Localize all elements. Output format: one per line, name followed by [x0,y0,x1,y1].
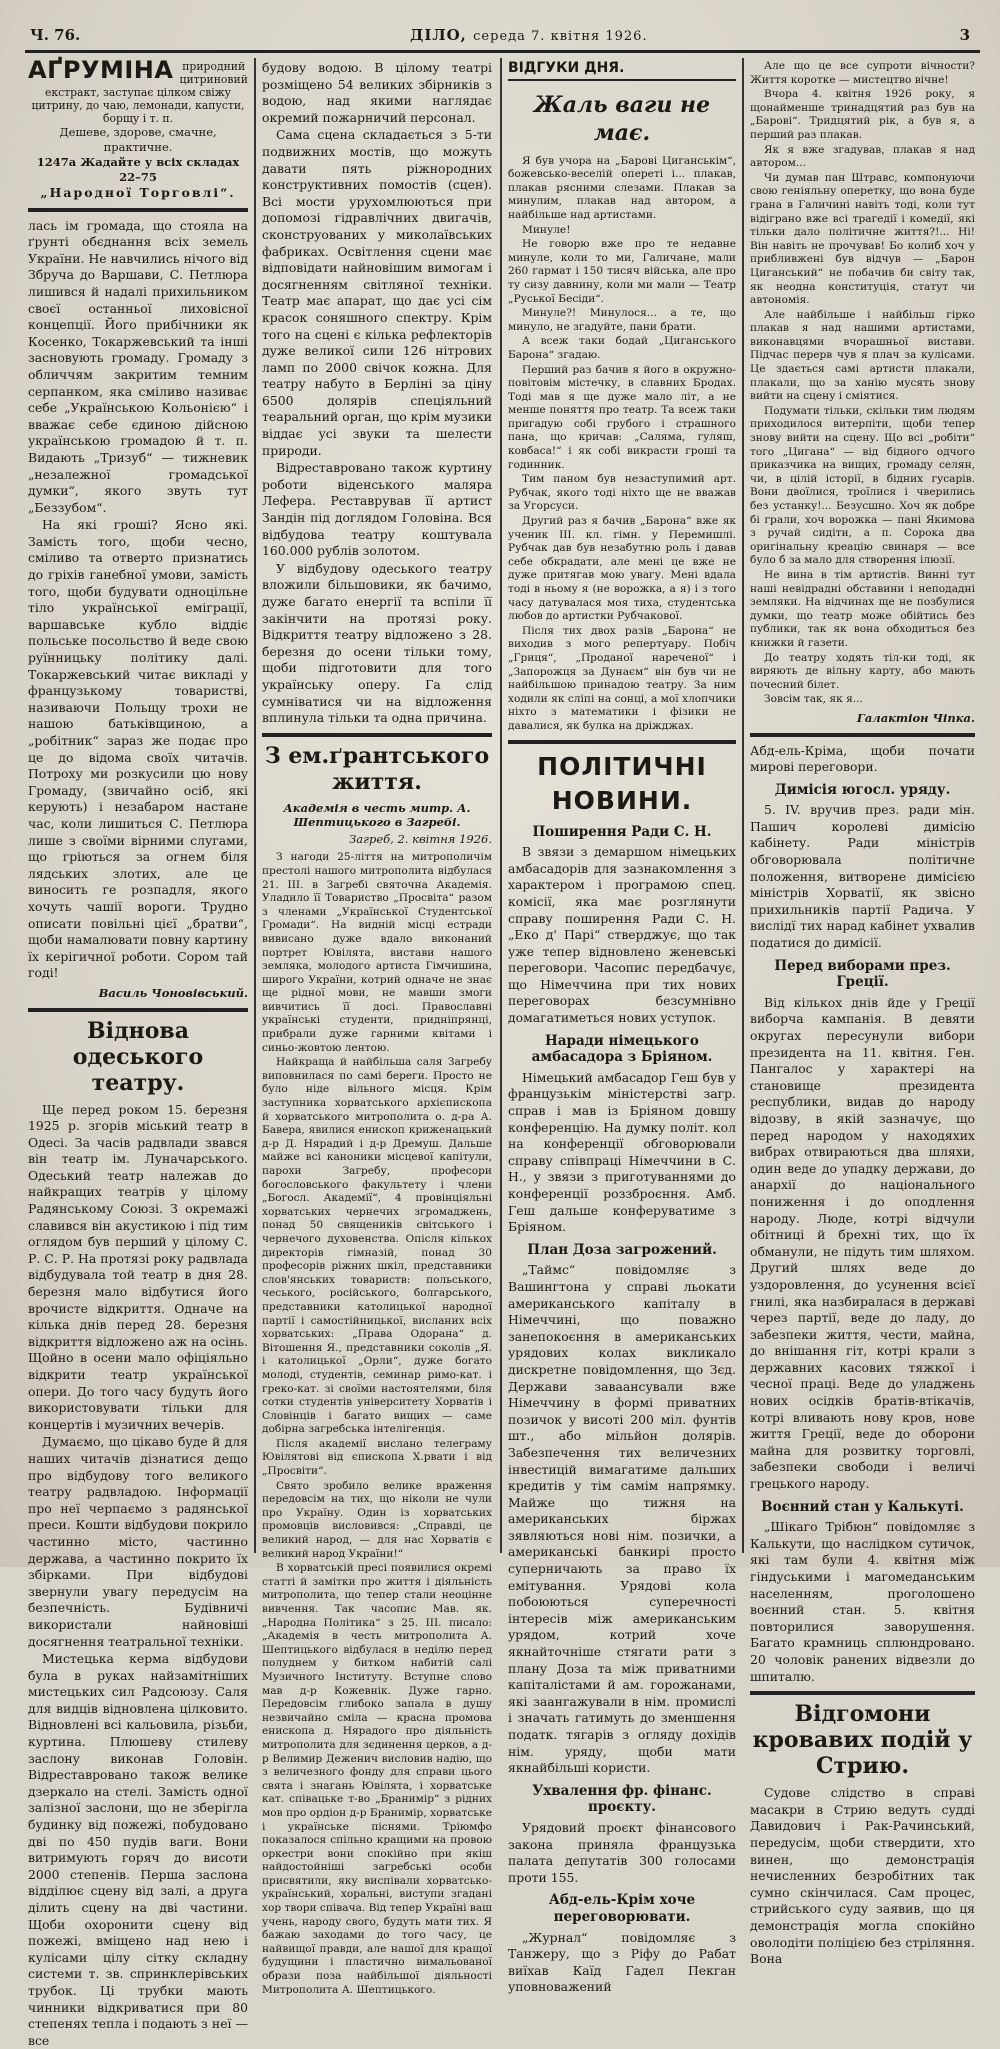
paragraph: будову водою. В цілому театрі розміщено 54 великих збірників з водою, над якими наглядає окремий пожарничий персонал. [262,60,492,125]
paragraph: Абд-ель-Кріма, щоби почати мирові переговори. [750,742,975,775]
paragraph: А всеж таки бодай „Циганського Барона“ згадаю. [508,335,736,361]
ad-slogan: Дешеве, здорове, смачне, практичне. [59,125,217,154]
paragraph: 5. IV. вручив през. ради мін. Пашич королеві димісію кабінету. Ради міністрів обговорювала політичне положення, витворене димісією міністрів Хорватії, як звісно прихильників партії Радича. У вислідї тих нарад кабінет ухвалив податися до димісії. [750,802,975,951]
article-subhead: Академія в честь митр. А. Шептицького в Загребі. [283,800,471,829]
section-rule [750,733,975,737]
page-number: 3 [959,26,970,44]
section-rule [262,733,492,737]
paragraph: Чи думав пан Штравс, компонуючи свою геніяльну оперетку, що вона буде грана в Галичині навіть тоді, коли тут відіграно вже всі трагедії і комедії, які тільки дало політичне життя?!... Ні! Він навіть не прочував! Бо колиб хоч у прибливжені був відчув — „Барон Циганський“ не побачив би світу так, як неодна конституція, статут чи автономія. [750,171,975,307]
section-rule [28,1008,248,1012]
column-1 [28,56,248,2048]
paragraph: Ще перед роком 15. березня 1925 р. згорів міський театр в Одесі. За часів радвлади звався він театр ім. Луначарського. Одеський театр належав до найкращих театрів у цілому Радянському Союзі. З окремажі славився він акустикою і під тим оглядом був перший у цілому С. Р. С. Р. На протязі року радвлада відбудувала той театр в дня 28. березня мало відбутися його врочисте відкриття. Одначе на кілька днів перед 28. березня відкриття відложено аж на осінь. Щойно в осени мало офіціяльно відкрити театр української опери. До того часу будуть його використовувати тільки для концертів і музичних вечерів. [28,1101,248,1432]
column-divider [500,58,502,1553]
ad-text: природний цитриновий екстракт, заступає цілком свіжу цитрину, до чаю, лемонади, капусти, борщу і т. п. [31,60,248,125]
signature: Галактіон Чіпка. [856,710,975,725]
column-divider [254,58,256,1553]
section-rule [28,208,248,212]
paragraph: „Шікаго Трібюн“ повідомляє з Калькути, що наслідком сутичок, які там були 4. квітня між гіндуськими і магомеданським населенням, проголошено воєнний стан. 5. квітня повторилися заворушення. Багато крамниць сплюндровано. 20 чоловік ранених відвезли до шпиталю. [750,1519,975,1684]
paragraph: Минуле! [522,223,571,236]
paragraph: Зовсім так, як я... [764,693,863,706]
ad-brand: АҐРУМІНА [28,56,174,84]
paragraph: Вчора 4. квітня 1926 року, я щонайменше тринадцятий раз був на „Барові“. Тридцятий рік, а був я, а перший раз плакав. [750,88,975,141]
paragraph: Перший раз бачив я його в окружно-повітовім містечку, в славних Бродах. Тоді мав я ще дуже мало літ, а не менше поняття про театр. Та всеж таки пригадую собі грубого і страшного пана, що кричав: „Саляма, гуляш, ковбаса!“ і як собі викрасти гроші та годинник. [508,363,736,471]
issue-number: Ч. 76. [30,26,81,44]
news-heading: Поширення Ради С. Н. [532,823,712,840]
paragraph: „Таймс“ повідомляє з Вашингтона у справі льокати американського капіталу в Німеччині, що поважно занепокоєння в американських урядових колах викликало дискретне повідомлення, що Зєд. Держави заваансували вже Німеччину в формі приватних позичок у висоті 200 міл. фунтів шт., або мільйон долярів. Забезпечення тих величезних інвестицій вимагатиме дальших кредитів у тім самім напрямку. Майже що тижня на американських біржах зявляються нові нім. позички, а американські банкирі просто суперничають за право їх емітування. Урядові кола побоюються суперечності інтересів між американським урядом, котрий хоче якнайточніше стягати рати з плану Доза та між приватними капіталістами й ам. горожанами, які заангажували в нім. промислі і значать гатимуть до зменшення податк. тягарів з огляду дохідів нім. уряду, щоби мати якнайбільші користи. [508,1262,736,1776]
paragraph: В хорватській пресі появилися окремі статті й замітки про життя і діяльність митрополита, що тепер стали неоцінне вивчення. Так часопис Мав. як. „Народна Політика“ з 25. III. писало: „Академія в честь митрополита А. Шептицького відбулася в неділю перед полуднем у битком набитій салі Музичного Інституту. Вступне слово мав д-р Кожевнік. Дуже гарно. Передовсім глибоко запала в душу незвичайно сміла — красна промова енископа д. Нярадого про діяльність митрополита для зєдинення церков, а д-р Велимир Деженич висловив надію, що з величезного фонду для справи цього свята і знагань Ювілята, і хорватське кат. співацьке т-во „Бранимір“ з рідних мов про ордіон д-р Бранимір, хорватське і українське піснями. Тріюмфо показалося спільно кращими на провою оркестри вони спокійно при якіш найдостойніші загребські особи присвятили, яку виспівали хорватсько-український, хоральні, виступи згадані хор твори співача. Від тепер Україні ваш учень, народу свого, будуть мати тих. Я бажаю заходами до того часу, це найвищої правди, але нашої для кращої будущини і пластично вимальованої образи поза найбільшої діяльності Митрополита А. Шептицького. [262,1562,493,1996]
paragraph: Тим паном був незаступимий арт. Рубчак, якого тоді ніхто ще не вважав за Угорсуси. [508,473,736,513]
paragraph: „Журнал“ повідомляє з Танжеру, що з Ріфу до Рабат виїхав Каїд Гадел Пекган уповноважений [508,1929,736,1995]
paragraph: Другий раз я бачив „Барона“ вже як ученик III. кл. гімн. у Перемишлі. Рубчак дав був незабутню роль і давав себе обкрадати, але мені це вже не дуже притягав мою увагу. Мені вдала тоді в ньому я (не ворожка, а я) і з того часу датувалася моя тиха, студентська любов до артистки Рубчакової. [508,515,736,623]
ad-order: 1247а Жадайте у всіх складах 22–75 [36,155,240,184]
paragraph: Відреставровано також куртину роботи віденського маляра Лефера. Реставрував її артист Зандін під доглядом Головіна. Вся відбудова театру коштувала 160.000 рублів золотом. [262,460,492,559]
paragraph: Як я вже згадував, плакав я над автором... [750,143,975,170]
paragraph: До театру ходять тіл-ки тоді, як виряють де вільну карту, або мають почесний білет. [750,651,975,691]
paragraph: Після тих двох разів „Барона“ не виходив з мого репертуару. Побіч „Гриця“, „Проданої нареченої“ і „Запорожця за Дунаєм“ він був чи не найбільшою принадою театру. За ним ходили як сліпі на сонці, а мої хлопчики ніхто з математики і фізики не давалися, як булка на дріжджах. [508,624,736,732]
paragraph: В звязи з демаршом німецьких амбасадорів для зазнакомлення з характером і програмою спец. комісії, яка має розглянути справу поширення Ради С. Н. „Еко д' Парі“ стверджує, що так уже тепер відновлено женевські переговори. Часопис передбачує, що Німеччина при тих нових переговорах безсумнівно домагатиметься нових уступок. [508,844,736,1026]
paragraph: У відбудову одеського театру вложили більшовики, як бачимо, дуже багато енергії та вспіли її закінчити на протязі року. Відкриття театру відложено з 28. березня до осени тільки тому, щоби підготовити для того українську оперу. Га слід сумніватися чи на відложення вплинула тільки та одна причина. [262,560,492,726]
column-divider [742,58,744,1553]
paragraph: Свято зробило велике враження передовсім на тих, що ніколи не чули про Україну. Один із хорватських промовців висловився: „Справді, це великий народ, — для нас Хорватів є великий народ України!“ [262,1479,492,1560]
column-4 [750,60,975,1967]
article-headline: Відгомони кровавих подій у Стрию. [752,1701,973,1780]
agrumina-ad [28,56,248,202]
paragraph: Я був учора на „Барові Циганськім“, божевсько-веселій опереті і... плакав, плакав рясними слезами. Плакав за минулим, плакав над автором, а найбільше над артистами. [508,154,736,221]
paragraph: З нагоди 25-ліття на митрополичім престолі нашого митрополита відбулася 21. III. в Загребі святочна Академія. Уладило її Товариство „Просвіта“ разом з членами „Української Студентської Громади“. На видній місці естради вивисано дуже вдало виконаний портрет Ювілята, вистави нашого земляка, молодого артиста Гімчишина, широго України, котрий одначе не знає ще рідної мови, не мавши змоги вивчитись її досі. Православні українські студенти, придніпрянці, прибрали дуже гарними квітами і синьо-жовтою лентою. [262,851,492,1054]
article-headline: Віднова одеського театру. [72,1017,204,1096]
column-2 [262,60,493,1996]
section-heading: ВІДГУКИ ДНЯ. [508,60,736,81]
issue-date: середа 7. квітня 1926. [473,29,648,44]
paragraph: Після академії вислано телеграму Ювілятові від єпископа Х.рвати і від „Просвіти“. [262,1437,492,1478]
masthead-rule [25,50,980,53]
paragraph: Від кількох днів йде у Греції виборча кампанія. В девяти округах пересунули вибори президента на 11. квітня. Ген. Пангалос у характері на становище президента республики, видав до народу відозву, в якій зазначує, що перед народом у находяхих вибрах отвираються два шляхи, один веде до упадку держави, до анархії до національного пониження і до оподлення народу. Люде, котрі відчули обітниці й брехні тих, що їх обманули, не підуть тим шляхом. Другий шлях веде до уздоровлення, до усунення всієї гнилі, яка назбиралася в державі через партії, веде до ладу, до забезпеки життя, чести, майна, до внішання гіт, котрі крали з державних касових тяжкої і чесної праці. Веде до уладжень нових осідків братів-втікачів, котрі вливають нову кров, нове життя Греції, веде до оборони майна для розвитку торговлі, забезпеки свободи і величі грецького народу. [750,994,975,1492]
news-heading: Перед виборами през. Греції. [774,957,951,991]
news-heading: Ухвалення фр. фінанс. проєкту. [532,1782,712,1816]
paragraph: Мистецька керма відбудови була в руках найзамітніших мистецьких сил Радсоюзу. Саля для видців відновлена цілковито. Відновлені всі кальовила, різьби, куртина. Плюшеву стилеву заслону виконав Головін. Відреставровано також велике дзеркало на стелі. Замість одної залізної заслони, що не зберігла будинку від пожежі, побудовано дві по 450 пудів ваги. Вони витримують горяч до висоти 2000 степенів. Перша заслона відділює сцену від залі, а друга ділить сцену на дві частини. Щоби охоронити сцену від пожежі, вміщено над нею і кулісами цілу сітку складну системи т. зв. спринклерівських трубок. Ці трубки мають чинники відкриватися при 80 степенях тепла і подають з неї — все [28,1651,248,2048]
news-heading: План Доза загрожений. [527,1241,717,1258]
news-heading: Димісія югосл. уряду. [774,781,951,798]
dateline: Загреб, 2. квітня 1926. [349,831,492,846]
paragraph: Не вина в тім артистів. Винні тут наші невідрадні обставини і неподадні земляки. На відчинах ще не позбулися думки, що театр може обійтись без публики, так як вона обходиться без книжки й газети. [750,568,975,649]
column-3 [508,60,736,1995]
section-rule [508,740,736,744]
signature: Василь Чоновівський. [98,985,248,1000]
paragraph: Але найбільше і найбільш гірко плакав я над нашими артистами, виконавцями вчорашньої вистави. Підчас перерв чув я плач за кулісами. Це здається самі артисти плакали, плакали, що за ханію мусять знову вийти на сцену і сміятися. [750,308,975,403]
news-heading: Наради німецького амбасадора з Бріяном. [531,1032,713,1066]
paragraph: Минуле?! Минулося... а те, що минуло, не згадуйте, пани брати. [508,307,736,333]
paragraph: Урядовий проєкт фінансового закона приняла французька палата депутатів 300 голосами проти 155. [508,1819,736,1885]
section-rule [750,1691,975,1695]
paragraph: Найкраща й найбільша саля Загребу виповнилася по самі береги. Просто не було ніде вільного місця. Крім заступника хорватського архієпископа й хорватського митрополита о. д-ра А. Бавера, явилися енископ криженацький д-р Д. Нярадий і д-р Дремуш. Дальше майже всі каноники місцевої капітули, парохи Загребу, професори богословського факультету і члени „Богосл. Академії“, 4 провінціяльні хорватських чернечих згромаджень, понад 50 священиків світського і чернечого духовенства. Опісля кількох директорів гімназій, понад 30 професорів ріжних шкіл, представники слов'янських товариств: польського, чеського, російського, болгарського, представники католицької народної партії і самостійницької, висланих всіх хорватських: „Права Одорана“ д. Вітошення Я., представники соколів „Я. і католицької „Орли“, дуже богато молоді, студентів, семинар римо-кат. і греко-кат. зі своїми настоятелями, біля сотки студентів університету Хорватів і Словінців і багато вищих — саме добірна загребська інтелігенція. [262,1056,492,1436]
paragraph: Німецький амбасадор Геш був у французькім міністерстві загр. справ і мав із Бріяном довшу конференцію. На думку політ. кол на конференції обговорювали справу співпраці Німеччини в С. Н., у звязи з приготуваннями до конференції роззброєння. Амб. Геш дальше конферуватиме з Бріяном. [508,1069,736,1235]
news-heading: Абд-ель-Крім хоче переговорювати. [548,1892,696,1925]
paragraph: Подумати тільки, скільки тим людям приходилося витерпіти, щоби тепер знову вийти на сцену. Що всі „робіти“ того „Цигана“ — від бідного одчого приказчика на вищих, громаду селян, чи, в цілій історії, в бідних гусарів. Вони двоїлися, троїлися і чверились без устанку!... Безусшно. Хоч як добре бі грали, хоч ворожка — пані Якимова з ручай сидіти, а п. Сорока два оригінальну креацію свинаря — все було б за мало для створення ілюзії. [750,404,975,567]
paragraph: лась ім громада, що стояла на ґрунті обєднання всіх земель України. Не навчились нічого від Збруча до Варшави, С. Петлюра лишився й надалі прихильником своєї останньої лиховісної концепції. Його прибічники як Косенко, Токаржевський та інші засновують громаду. Громаду з обличчям закритим темним серпанком, яка сміливо називає себе „Українською Кольонією“ і вважає себе єдиною дійсною українською громадою й т. п. Видають „Тризуб“ — тижневик „незалежної громадської думки“, якого звуть тут „Беззубом“. [28,217,248,515]
paragraph: Не говорю вже про те недавне минуле, коли то ми, Галичане, мали 260 гармат і 150 тисяч війська, але про ту сизу давнину, коли ми мали — Театр „Руської Бесіди“. [508,238,736,305]
article-headline: Жаль ваги не має. [533,91,711,146]
paragraph: Судове слідство в справі масакри в Стрию ведуть судді Давидович і Рак-Рачинський, передусім, щоби ствердити, хто винен, що демонстрація нечисленних безробітних так сумно скінчилася. Сам процес, стрийського суду заявив, що ця демонстрація могла спокійно оволодіти поліцією без стріляння. Вона [750,1785,975,1967]
paragraph: На які гроші? Ясно які. Замість того, щоби чесно, сміливо та отверто признатись до гріхів ганебної умови, замість того, щоби будувати одноцільне тіло української еміграції, варшавське кубло віддіє польське посольство й веде свою руїнницьку політику далі. Токаржевський читає викладі у французькому товаристві, називаючи Польщу трохи не нашою батьківщиною, а „робітник“ зараз же подає про це до відома своїх читачів. Потроху ми розкусили цю нову Громаду, (звичайно осіб, які керують) і незабаром настане час, коли лишиться С. Петлюра лише з своїми вірними слугами, що гріються за огнем біля лядських злотих, але це виносить ге розпадля, якого хочуть чашії вороги. Трудно описати повільні цієї „братви“, щоби намалювати повну картину їх керігичної роботи. Сором тай годі! [28,517,248,981]
masthead [30,26,975,48]
ad-store: „Народної Торговлі“. [40,185,236,200]
news-heading: Воєнний стан у Калькуті. [761,1498,964,1515]
section-banner: ПОЛІТИЧНІ НОВИНИ. [537,751,707,815]
paragraph: Думаємо, що цікаво буде й для наших читачів дізнатися дещо про відбудову того великого театру радвладою. Інформації про неї черпаємо з радянської преси. Кошти відбудови покрило частинно місто, частинно держава, а частинно покрито їх збірками. При відбудові звернули увагу передусім на безпечність. Будівничі використали найновіші досягнення театральної техніки. [28,1434,248,1649]
newspaper-title: ДІЛО, середа 7. квітня 1926. [410,26,648,44]
article-headline: З ем.ґрантського життя. [264,742,490,795]
paragraph: Але що це все супроти вічности? Життя коротке — мистецтво вічне! [750,60,975,86]
paragraph: Сама сцена складається з 5-ти подвижних мостів, що можуть давати пять ріжнородних конструктивних помостів (сцен). Всі мости урухомлюються при допомозі гідравлічних двигачів, сконструованих у миколаївських фабриках. Освітлення сцени має відповідати найновішим вимогам і досягненням світляної техніки. Театр має апарат, що дає усі сім красок соняшного спектру. Крім того на сцені є кілька рефлекторів дуже великої сили 126 нітрових ламп по 2000 свічок кожна. Для театру набуто в Берліні за ціну 6500 долярів спеціяльний теаральний орган, що крім музики віддає усі звуки та шелести природи. [262,127,492,458]
